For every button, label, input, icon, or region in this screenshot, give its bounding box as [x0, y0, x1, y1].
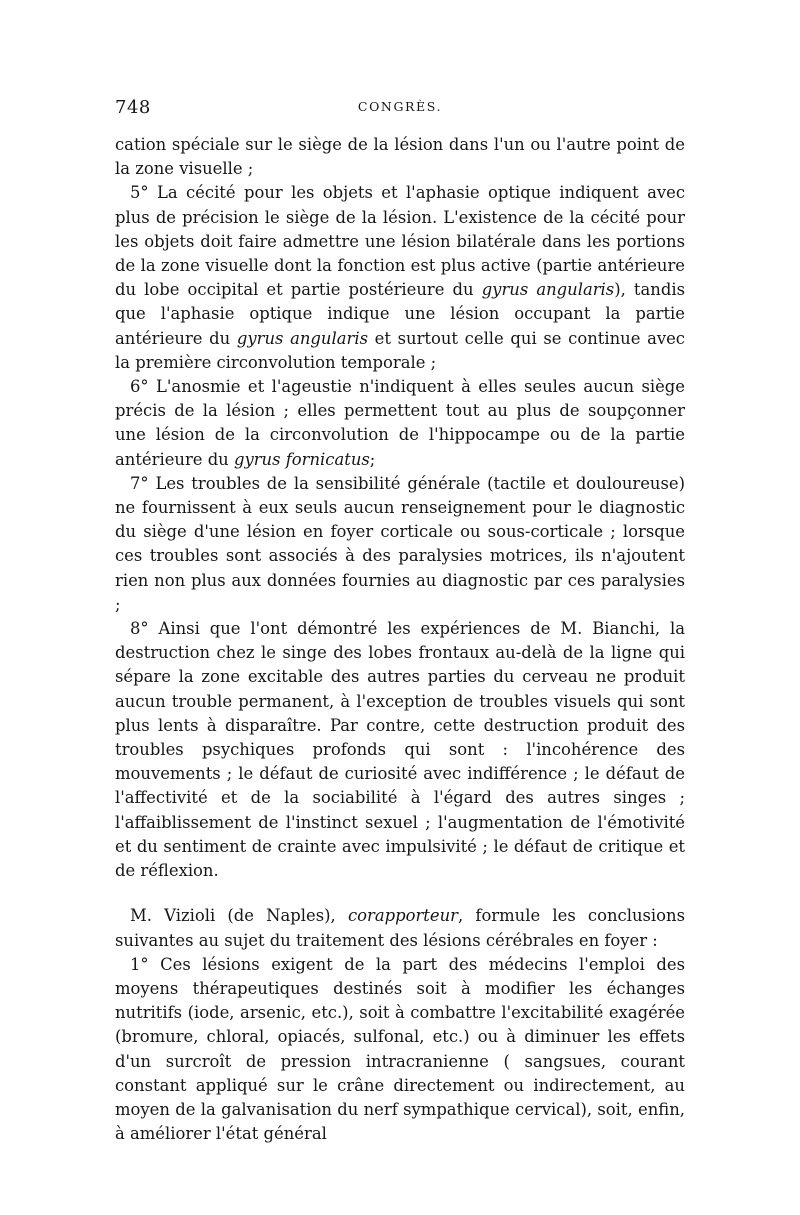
paragraph-vizioli-text-a: M. Vizioli (de Naples), [130, 906, 348, 926]
paragraph-8: 8° Ainsi que l'ont démontré les expériences de M. Bianchi, la destruction chez le singe des lobes frontaux au-delà de la ligne qui sépare la zone excitable des autres parties du cerveau ne produit aucun trouble permanent, à l'exception de troubles visuels qui sont plus lents à disparaître. Par contre, cette destruction produit des troubles psychiques profonds qui sont : l'incohérence des mouvements ; le défaut de curiosité avec indifférence ; le défaut de l'affectivité et de la sociabilité à l'égard des autres singes ; l'affaiblissement de l'instinct sexuel ; l'augmentation de l'émotivité et du sentiment de crainte avec impulsivité ; le défaut de critique et de réflexion. [115, 619, 685, 881]
paragraph-7: 7° Les troubles de la sensibilité générale (tactile et douloureuse) ne fournissent à eux seuls aucun renseignement pour le diagnostic du siège d'une lésion en foyer corticale ou sous-corticale ; lorsque ces troubles sont associés à des paralysies motrices, ils n'ajoutent rien non plus aux données fournies au diagnostic par ces paralysies ; [115, 473, 685, 614]
section-gap [115, 883, 685, 904]
paragraph-6-text-c: ; [369, 449, 376, 469]
paragraph-6-text-a: 6° L'anosmie et l'ageustie n'indiquent à elles seules aucun siège précis de la lésion ; elles permettent tout au plus de soupçonner une lésion de la circonvolution de l'hippocampe ou de la partie antérieure du [115, 377, 685, 469]
paragraph-vizioli-text-c: , formule les conclusions suivantes au sujet du traitement des lésions cérébrales en foyer : [115, 906, 685, 950]
paragraph-5-italic-gyrus-1: gyrus angularis [481, 280, 615, 300]
paragraph-5-italic-gyrus-2: gyrus angularis [236, 328, 368, 348]
page-header [115, 97, 685, 121]
paragraph-6-italic-gyrus: gyrus fornicatus [233, 449, 370, 469]
running-title: CONGRÈS. [357, 99, 443, 114]
paragraph-intro: cation spéciale sur le siège de la lésion dans l'un ou l'autre point de la zone visuelle ; [115, 135, 685, 179]
paragraph-vizioli-italic: corapporteur [347, 906, 458, 926]
paragraph-5-text-a: 5° La cécité pour les objets et l'aphasie optique indiquent avec plus de précision le siège de la lésion. L'existence de la cécité pour les objets doit faire admettre une lésion bilatérale dans les portions de la zone visuelle dont la fonction est plus active (partie antérieure du lobe occipital et partie postérieure du [115, 183, 685, 300]
body-text [115, 133, 685, 1146]
page-number: 748 [115, 97, 151, 118]
paragraph-6 [115, 375, 685, 472]
paragraph-1: 1° Ces lésions exigent de la part des médecins l'emploi des moyens thérapeutiques destinés soit à modifier les échanges nutritifs (iode, arsenic, etc.), soit à combattre l'excitabilité exagérée (bromure, chloral, opiacés, sulfonal, etc.) ou à diminuer les effets d'un surcroît de pression intracranienne ( sangsues, courant constant appliqué sur le crâne directement ou indirectement, au moyen de la galvanisation du nerf sympathique cervical), soit, enfin, à améliorer l'état général [115, 954, 685, 1144]
paragraph-vizioli [115, 904, 685, 952]
paragraph-5-text-c: ), tandis que l'aphasie optique indique une lésion occupant la partie antérieure du [115, 280, 685, 348]
paragraph-5-text-e: et surtout celle qui se continue avec la première circonvolution temporale ; [115, 328, 685, 372]
paragraph-5 [115, 181, 685, 375]
